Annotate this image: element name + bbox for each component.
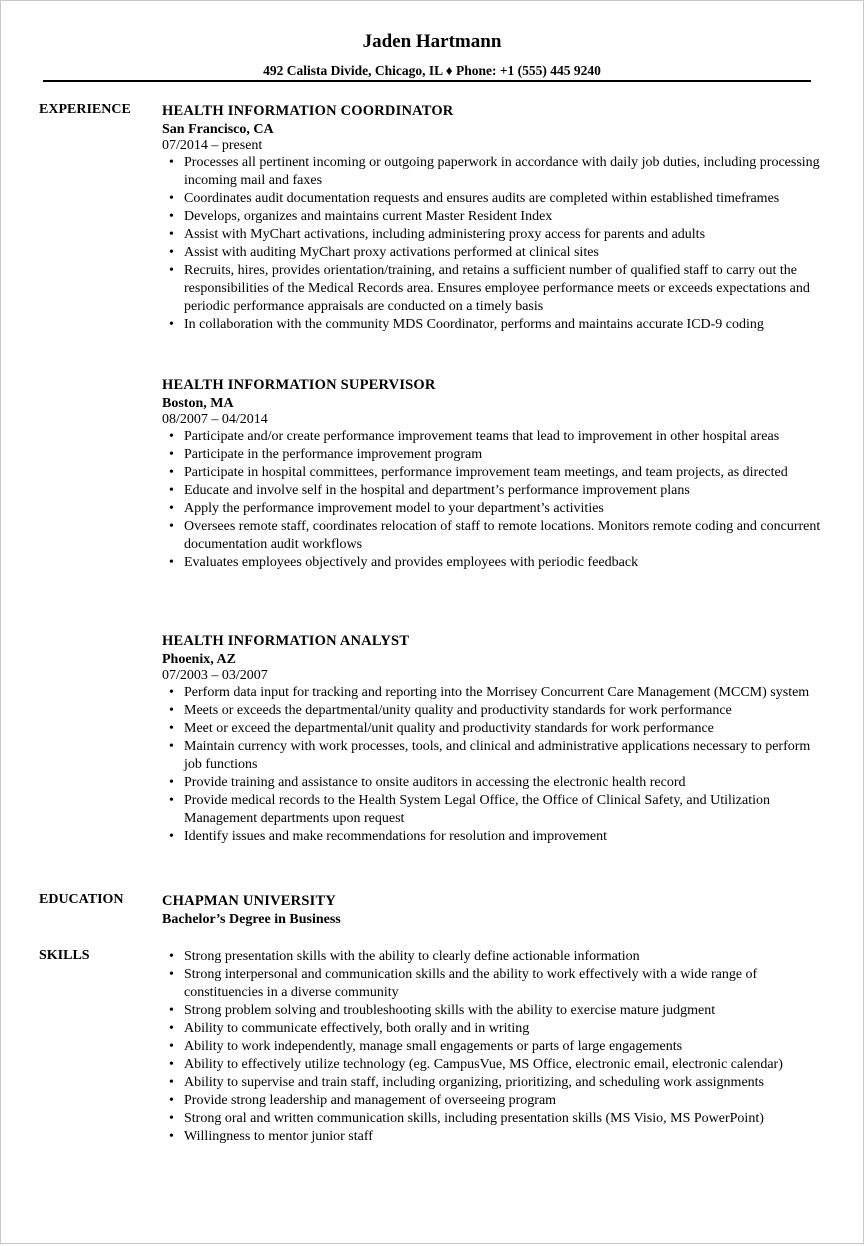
bullet-item: • Recruits, hires, provides orientation/training, and retains a sufficient number of qualified staff to carry out the responsibilities of the Medical Records area. Ensures employee performance meets or exceeds expectations and periodic performance appraisals are conducted on a timely basis (162, 262, 822, 316)
job-title: HEALTH INFORMATION ANALYST (162, 633, 410, 649)
bullet-item: • Oversees remote staff, coordinates relocation of staff to remote locations. Monitors remote coding and concurrent documentation audit workflows (162, 518, 822, 554)
bullet-item: • Maintain currency with work processes, tools, and clinical and administrative applications necessary to perform job functions (162, 738, 822, 774)
job-title: HEALTH INFORMATION SUPERVISOR (162, 377, 436, 393)
bullet-item: • Meet or exceed the departmental/unit quality and productivity standards for work performance (162, 720, 822, 738)
skill-item: • Willingness to mentor junior staff (162, 1128, 822, 1146)
section-label-skills: SKILLS (39, 948, 90, 963)
skill-item: • Ability to effectively utilize technology (eg. CampusVue, MS Office, electronic email, electronic calendar) (162, 1056, 822, 1074)
bullet-item: • Processes all pertinent incoming or outgoing paperwork in accordance with daily job duties, including processing incoming mail and faxes (162, 154, 822, 190)
bullet-item: • Participate and/or create performance improvement teams that lead to improvement in other hospital areas (162, 428, 822, 446)
contact-line: 492 Calista Divide, Chicago, IL ♦ Phone: +1 (555) 445 9240 (263, 63, 601, 78)
bullet-item: • Participate in hospital committees, performance improvement team meetings, and team projects, as directed (162, 464, 822, 482)
skill-item: • Strong problem solving and troubleshooting skills with the ability to exercise mature judgment (162, 1002, 822, 1020)
bullet-item: • Identify issues and make recommendations for resolution and improvement (162, 828, 822, 846)
skill-item: • Ability to communicate effectively, both orally and in writing (162, 1020, 822, 1038)
bullet-item: • Evaluates employees objectively and provides employees with periodic feedback (162, 554, 822, 572)
bullet-item: • Develops, organizes and maintains current Master Resident Index (162, 208, 822, 226)
skill-item: • Strong oral and written communication skills, including presentation skills (MS Visio, MS PowerPoint) (162, 1110, 822, 1128)
skill-item: • Ability to work independently, manage small engagements or parts of large engagements (162, 1038, 822, 1056)
school-name: CHAPMAN UNIVERSITY (162, 893, 336, 909)
skills-list (162, 948, 822, 1146)
section-label-education: EDUCATION (39, 892, 124, 907)
bullet-item: • Participate in the performance improvement program (162, 446, 822, 464)
skill-item: • Strong presentation skills with the ability to clearly define actionable information (162, 948, 822, 966)
skill-item: • Strong interpersonal and communication skills and the ability to work effectively with a wide range of constituencies in a diverse community (162, 966, 822, 1002)
bullet-item: • Apply the performance improvement model to your department’s activities (162, 500, 822, 518)
skill-item: • Ability to supervise and train staff, including organizing, prioritizing, and scheduling work assignments (162, 1074, 822, 1092)
section-label-experience: EXPERIENCE (39, 102, 131, 117)
job-bullets (162, 428, 822, 572)
job-location: San Francisco, CA (162, 122, 274, 137)
bullet-item: • Meets or exceeds the departmental/unity quality and productivity standards for work performance (162, 702, 822, 720)
job-location: Phoenix, AZ (162, 652, 236, 667)
job-bullets (162, 154, 822, 334)
job-dates: 08/2007 – 04/2014 (162, 412, 268, 427)
bullet-item: • Provide medical records to the Health System Legal Office, the Office of Clinical Safety, and Utilization Management departments upon request (162, 792, 822, 828)
job-title: HEALTH INFORMATION COORDINATOR (162, 103, 454, 119)
job-dates: 07/2003 – 03/2007 (162, 668, 268, 683)
degree: Bachelor’s Degree in Business (162, 912, 341, 927)
bullet-item: • Perform data input for tracking and reporting into the Morrisey Concurrent Care Management (MCCM) system (162, 684, 822, 702)
bullet-item: • Provide training and assistance to onsite auditors in accessing the electronic health record (162, 774, 822, 792)
job-dates: 07/2014 – present (162, 138, 263, 153)
bullet-item: • Coordinates audit documentation requests and ensures audits are completed within established timeframes (162, 190, 822, 208)
bullet-item: • Educate and involve self in the hospital and department’s performance improvement plans (162, 482, 822, 500)
job-location: Boston, MA (162, 396, 234, 411)
candidate-name: Jaden Hartmann (362, 31, 502, 52)
job-bullets (162, 684, 822, 846)
bullet-item: • Assist with MyChart activations, including administering proxy access for parents and adults (162, 226, 822, 244)
bullet-item: • In collaboration with the community MDS Coordinator, performs and maintains accurate ICD-9 coding (162, 316, 822, 334)
header-divider (43, 80, 811, 82)
bullet-item: • Assist with auditing MyChart proxy activations performed at clinical sites (162, 244, 822, 262)
skill-item: • Provide strong leadership and management of overseeing program (162, 1092, 822, 1110)
